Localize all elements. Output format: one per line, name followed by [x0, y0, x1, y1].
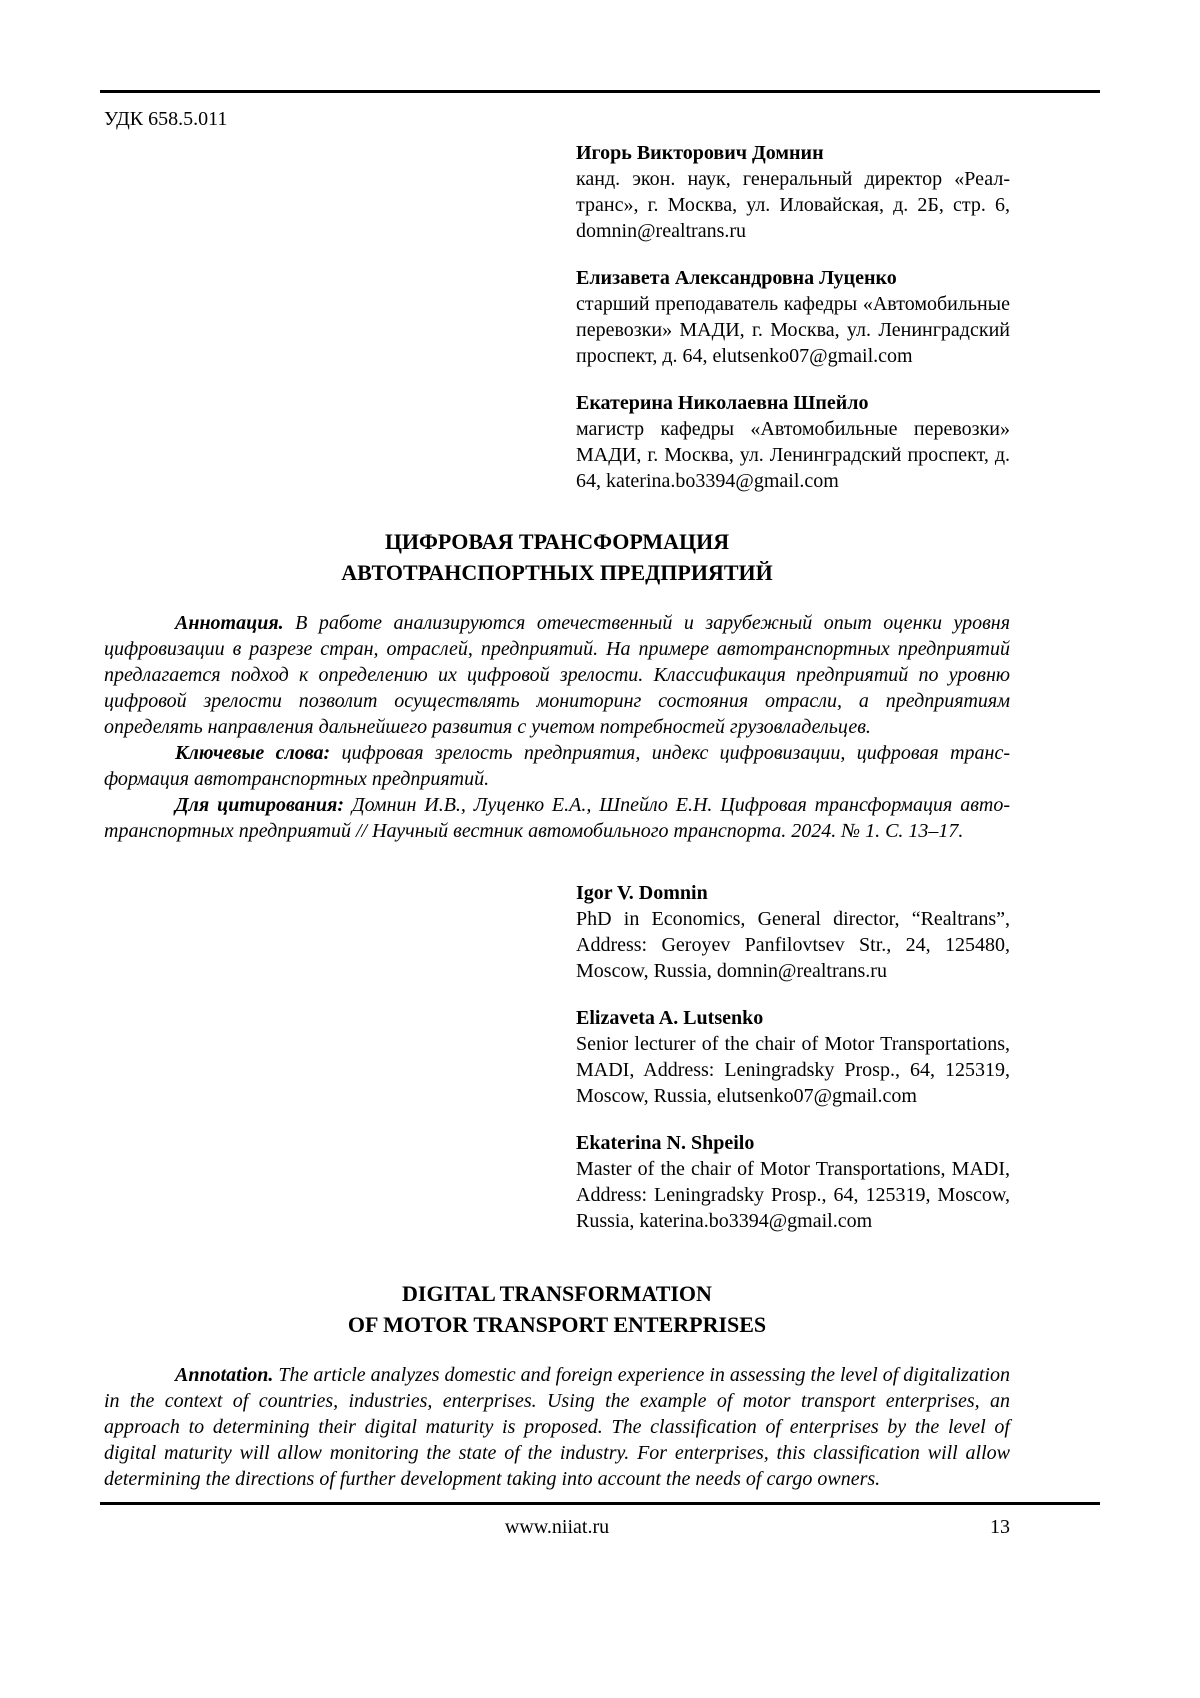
author-name: Igor V. Domnin	[576, 882, 708, 904]
author-block-ru-1	[576, 140, 1010, 244]
footer-row	[104, 1514, 1010, 1540]
author-block-ru-2	[576, 265, 1010, 369]
author-name: Игорь Викторович Домнин	[576, 142, 824, 164]
abstract-en-label: Annotation.	[175, 1364, 274, 1386]
page-footer	[100, 1502, 1100, 1540]
abstract-ru-text: В работе анализируются отечественный и зарубежный опыт оценки уровня цифровизации в разрезе стран, отраслей, предприятий. На примере автотранспортных предприятий предлагается подход к определению их цифровой зрелости. Классификация предприятий по уровню цифровой зрелости позволит осуществлять мониторинг состояния отрасли, а предприятиям определять направления дальнейшего развития с учетом потребностей грузовладельцев.	[104, 612, 1010, 738]
author-name: Elizaveta A. Lutsenko	[576, 1007, 764, 1029]
author-block-en-1	[576, 880, 1010, 984]
title-ru-line-1: ЦИФРОВАЯ ТРАНСФОРМАЦИЯ	[384, 529, 730, 554]
keywords-ru-label: Ключевые слова:	[175, 742, 331, 764]
author-name: Ekaterina N. Shpeilo	[576, 1132, 755, 1154]
author-block-en-2	[576, 1005, 1010, 1109]
article-title-ru	[104, 526, 1010, 588]
abstract-ru	[104, 610, 1010, 740]
abstract-en-text: The article analyzes domestic and foreign experience in assessing the level of digitalization in the context of countries, industries, enterprises. Using the example of motor transport enterprises, an approach to determining their digital maturity is proposed. The classification of enterprises by the level of digital maturity will allow monitoring the state of the industry. For enterprises, this classification will allow determining the directions of further development taking into account the needs of cargo owners.	[104, 1364, 1010, 1490]
author-block-en-3	[576, 1130, 1010, 1234]
title-en-line-1: DIGITAL TRANSFORMATION	[402, 1281, 712, 1306]
page-number: 13	[990, 1516, 1010, 1538]
citation-ru	[104, 792, 1010, 844]
keywords-ru-text: цифровая зрелость предприятия, индекс цифровизации, цифровая трансформация автотранспортных предприятий.	[104, 742, 1010, 790]
author-info: Master of the chair of Motor Transportations, MADI, Address: Leningradsky Prosp., 64, 125319, Moscow, Russia, katerina.bo3394@gmail.com	[576, 1158, 1010, 1232]
title-en-line-2: OF MOTOR TRANSPORT ENTERPRISES	[347, 1312, 767, 1337]
author-info: магистр кафедры «Автомобильные перевозки» МАДИ, г. Москва, ул. Ленинградский проспект, д. 64, katerina.bo3394@gmail.com	[576, 418, 1010, 492]
author-name: Елизавета Александровна Луценко	[576, 267, 897, 289]
author-block-ru-3	[576, 390, 1010, 494]
abstract-ru-label: Аннотация.	[175, 612, 284, 634]
journal-website: www.niiat.ru	[504, 1516, 610, 1538]
author-info: Senior lecturer of the chair of Motor Transportations, MADI, Address: Leningradsky Prosp., 64, 125319, Moscow, Russia, elutsenko07@gmail.com	[576, 1033, 1010, 1107]
author-name: Екатерина Николаевна Шпейло	[576, 392, 869, 414]
keywords-ru	[104, 740, 1010, 792]
title-ru-line-2: АВТОТРАНСПОРТНЫХ ПРЕДПРИЯТИЙ	[341, 560, 773, 585]
author-info: канд. экон. наук, генеральный директор «Реалтранс», г. Москва, ул. Иловайская, д. 2Б, стр. 6, domnin@realtrans.ru	[576, 168, 1010, 242]
author-info: старший преподаватель кафедры «Автомобильные перевозки» МАДИ, г. Москва, ул. Ленинградский проспект, д. 64, elutsenko07@gmail.com	[576, 293, 1010, 367]
citation-ru-text: Домнин И.В., Луценко Е.А., Шпейло Е.Н. Цифровая трансформация автотранспортных предприятий // Научный вестник автомобильного транспорта. 2024. № 1. С. 13–17.	[104, 794, 1010, 842]
citation-ru-label: Для цитирования:	[175, 794, 344, 816]
page-content	[104, 93, 1010, 1492]
udc-code: УДК 658.5.011	[104, 108, 228, 130]
author-info: PhD in Economics, General director, “Realtrans”, Address: Geroyev Panfilovtsev Str., 24, 125480, Moscow, Russia, domnin@realtrans.ru	[576, 908, 1010, 982]
abstract-en	[104, 1362, 1010, 1492]
authors-en-section	[576, 880, 1010, 1234]
authors-ru-section	[576, 140, 1010, 494]
article-title-en	[104, 1278, 1010, 1340]
